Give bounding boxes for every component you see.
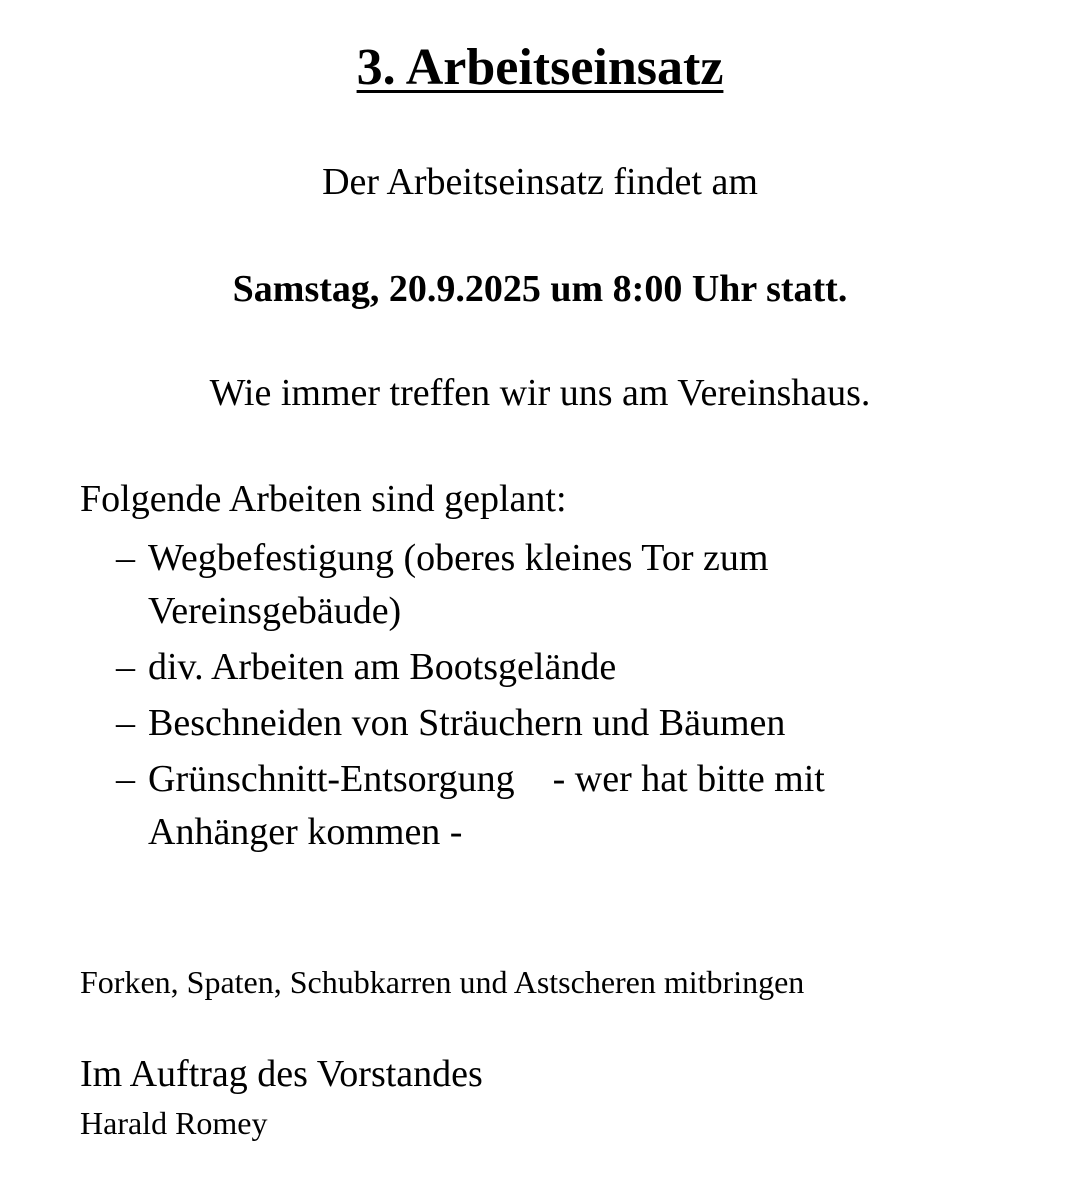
- event-date: Samstag, 20.9.2025 um 8:00 Uhr statt.: [232, 268, 848, 310]
- list-item: [80, 641, 980, 694]
- dash-bullet: –: [116, 537, 135, 579]
- dash-bullet: –: [116, 758, 135, 800]
- dash-bullet: –: [116, 646, 135, 688]
- tasks-heading: Folgende Arbeiten sind geplant:: [80, 478, 567, 520]
- page-title: 3. Arbeitseinsatz: [356, 39, 724, 96]
- signoff-text: Im Auftrag des Vorstandes: [80, 1053, 483, 1095]
- task-text: Beschneiden von Sträuchern und Bäumen: [148, 702, 786, 744]
- list-item: [80, 697, 980, 750]
- tools-note: Forken, Spaten, Schubkarren und Astscheren mitbringen: [80, 964, 805, 1000]
- task-text: Grünschnitt-Entsorgung - wer hat bitte mit Anhänger kommen -: [148, 758, 833, 853]
- list-item: [80, 532, 980, 638]
- intro-text: Der Arbeitseinsatz findet am: [322, 161, 758, 203]
- task-list: [80, 532, 980, 862]
- list-item: [80, 753, 980, 859]
- signer-name: Harald Romey: [80, 1105, 268, 1141]
- meeting-location: Wie immer treffen wir uns am Vereinshaus.: [209, 372, 871, 414]
- dash-bullet: –: [116, 702, 135, 744]
- task-text: div. Arbeiten am Bootsgelände: [148, 646, 617, 688]
- task-text: Wegbefestigung (oberes kleines Tor zum Vereinsgebäude): [148, 537, 769, 632]
